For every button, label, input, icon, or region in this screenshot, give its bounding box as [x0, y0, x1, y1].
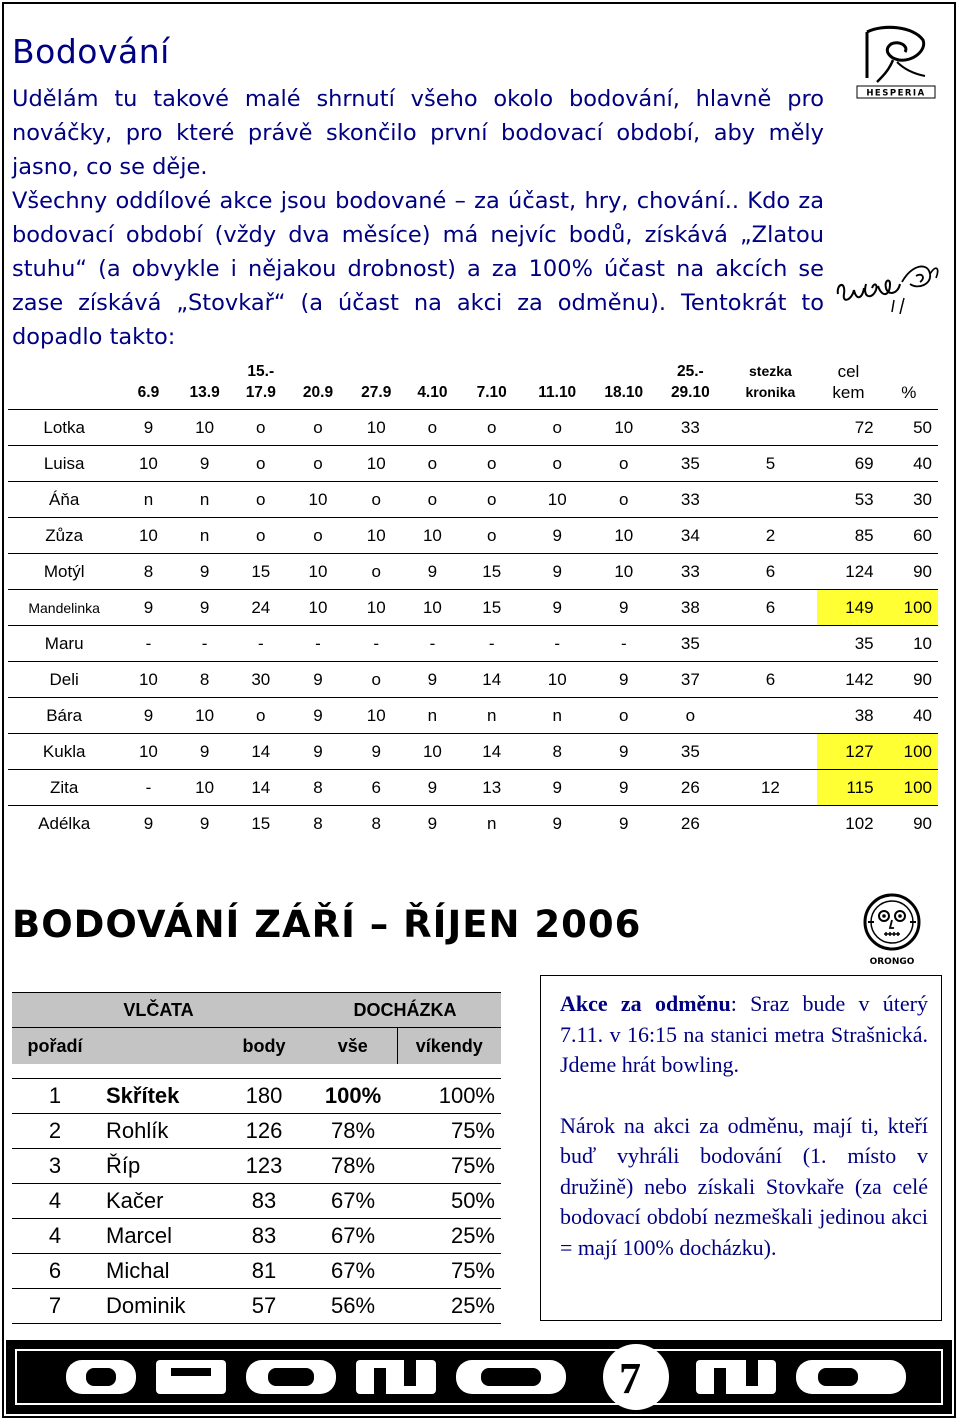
rank-cell-name: Skřítek: [98, 1079, 219, 1114]
rank-cell-rank: 6: [12, 1254, 98, 1289]
points-cell: 9: [177, 590, 233, 626]
points-cell: 9: [143, 813, 154, 833]
points-cell: 9: [120, 698, 176, 734]
rank-cell-name: Rohlík: [98, 1114, 219, 1149]
rank-cell-name: Říp: [98, 1149, 219, 1184]
points-cell: 10: [347, 446, 405, 482]
points-cell: 10: [347, 518, 405, 554]
points-header-date: 4.10: [405, 341, 459, 410]
points-cell: [724, 734, 818, 770]
points-cell: -: [233, 626, 289, 662]
points-percent-cell: 90: [880, 554, 938, 590]
section-title: BODOVÁNÍ ZÁŘÍ – ŘÍJEN 2006: [12, 903, 642, 946]
points-row: [8, 590, 938, 626]
rank-cell-weekend: 75%: [397, 1149, 501, 1184]
points-cell: 9: [591, 770, 658, 806]
points-cell: 33: [657, 554, 724, 590]
points-cell: 10: [405, 518, 459, 554]
rank-table: [12, 992, 501, 1324]
points-row: [8, 662, 938, 698]
points-total-cell: 69: [817, 446, 879, 482]
points-cell: [724, 410, 818, 446]
points-row-name: Luisa: [8, 446, 120, 482]
rank-header-rank: pořadí: [12, 1028, 98, 1065]
points-row-name: Zůza: [8, 518, 120, 554]
points-cell: 9: [591, 662, 658, 698]
points-row: [8, 554, 938, 590]
points-cell: 15: [459, 590, 523, 626]
points-cell: -: [289, 626, 347, 662]
rank-cell-name: Dominik: [98, 1289, 219, 1324]
points-cell: 33: [657, 410, 724, 446]
points-cell: 35: [657, 446, 724, 482]
intro-paragraph-2: Všechny oddílové akce jsou bodované – za účast, hry, chování.. Kdo za bodovací období (vždy dva měsíce) má nejvíc bodů, získává „Zlatou stuhu“ (a obvykle i nějakou drobnost) a za 100% účast na akcích se zase získává „Stovkař“ (a účast na akci za odměnu). Tentokrát to dopadlo takto:: [12, 188, 824, 350]
rank-cell-name: Kačer: [98, 1184, 219, 1219]
rank-cell-rank: 4: [12, 1184, 98, 1219]
points-cell: o: [289, 518, 347, 554]
points-cell: -: [347, 626, 405, 662]
points-row-name: Deli: [8, 662, 120, 698]
points-cell: o: [233, 698, 289, 734]
signature-drawing: [832, 254, 944, 328]
points-cell: 10: [120, 734, 176, 770]
rank-header-weekend: víkendy: [397, 1028, 501, 1065]
page-number: 7: [619, 1353, 641, 1403]
points-cell: -: [459, 626, 523, 662]
points-row-name: Maru: [8, 626, 120, 662]
points-cell: 15: [251, 813, 271, 833]
points-header-total: cel kem: [817, 341, 879, 410]
points-row: [8, 626, 938, 662]
rank-cell-all: 67%: [309, 1184, 397, 1219]
rank-cell-rank: 2: [12, 1114, 98, 1149]
rank-cell-body: 83: [219, 1219, 309, 1254]
points-cell: -: [524, 626, 591, 662]
points-row: [8, 734, 938, 770]
points-cell: o: [289, 410, 347, 446]
points-total-cell: 85: [817, 518, 879, 554]
rank-cell-rank: 3: [12, 1149, 98, 1184]
reward-info-paragraph-2: Nárok na akci za odměnu, mají ti, kteří buď vyhráli bodování (1. místo v družině) nebo získali Stovkaře (za celé bodovací období nezmeškali jedinou akci = mají 100% docházku).: [560, 1112, 928, 1260]
rank-cell-weekend: 25%: [397, 1289, 501, 1324]
points-header-date: 25.- 29.10: [657, 341, 724, 410]
points-cell: 10: [347, 590, 405, 626]
points-total-cell: 127: [817, 734, 879, 770]
rank-group-dochazka: DOCHÁZKA: [309, 993, 501, 1028]
points-cell: n: [459, 698, 523, 734]
points-cell: o: [233, 410, 289, 446]
points-cell: n: [120, 482, 176, 518]
points-cell: 37: [657, 662, 724, 698]
points-row-name: Áňa: [8, 482, 120, 518]
rank-column-header-row: [12, 1028, 501, 1065]
points-table: [8, 341, 938, 841]
points-header-row: [8, 341, 938, 410]
points-cell: 15: [233, 554, 289, 590]
rank-cell-body: 81: [219, 1254, 309, 1289]
page-title: Bodování: [12, 32, 170, 71]
points-cell: 13: [459, 770, 523, 806]
points-row-name: Adélka: [38, 813, 91, 833]
rank-row: [12, 1219, 501, 1254]
rank-cell-weekend: 75%: [397, 1114, 501, 1149]
points-cell: o: [347, 662, 405, 698]
points-cell: o: [233, 518, 289, 554]
points-row: [8, 518, 938, 554]
rank-row: [12, 1184, 501, 1219]
rank-cell-rank: 4: [12, 1219, 98, 1254]
rank-row: [12, 1079, 501, 1114]
points-cell: 10: [347, 698, 405, 734]
points-percent-cell: 100: [880, 770, 938, 806]
points-cell: 6: [724, 554, 818, 590]
points-header-name: [8, 341, 120, 410]
points-cell: [724, 698, 818, 734]
rank-row: [12, 1114, 501, 1149]
orongo-footer-banner: [6, 1340, 952, 1414]
points-cell: n: [405, 698, 459, 734]
points-total-cell: 38: [817, 698, 879, 734]
points-cell: 9: [619, 813, 629, 833]
points-cell: 9: [177, 446, 233, 482]
points-total-cell: 53: [817, 482, 879, 518]
points-cell: o: [591, 482, 658, 518]
rank-cell-all: 78%: [309, 1149, 397, 1184]
points-row: [8, 410, 938, 446]
reward-info-lead: Akce za odměnu: [560, 991, 731, 1016]
points-cell: 9: [524, 770, 591, 806]
points-cell: 8: [289, 770, 347, 806]
points-cell: 10: [405, 590, 459, 626]
points-cell: o: [233, 446, 289, 482]
points-header-date: 27.9: [347, 341, 405, 410]
points-cell: 34: [657, 518, 724, 554]
rank-cell-name: Marcel: [98, 1219, 219, 1254]
points-percent-cell: 40: [880, 446, 938, 482]
points-row: [8, 806, 938, 842]
points-cell: 9: [524, 590, 591, 626]
points-cell: [724, 626, 818, 662]
points-cell: 8: [524, 734, 591, 770]
points-cell: [724, 806, 818, 842]
points-cell: 10: [120, 446, 176, 482]
rank-cell-all: 100%: [309, 1079, 397, 1114]
points-row-name: Motýl: [8, 554, 120, 590]
points-cell: 9: [289, 662, 347, 698]
points-row: [8, 770, 938, 806]
points-header-date: 15.- 17.9: [233, 341, 289, 410]
rank-header-body: body: [219, 1028, 309, 1065]
points-cell: n: [177, 482, 233, 518]
points-cell: o: [459, 410, 523, 446]
points-cell: 10: [405, 734, 459, 770]
points-cell: o: [405, 482, 459, 518]
points-cell: 9: [120, 590, 176, 626]
points-cell: -: [120, 626, 176, 662]
points-percent-cell: 10: [880, 626, 938, 662]
rank-cell-weekend: 75%: [397, 1254, 501, 1289]
hesperia-logo: [853, 22, 938, 102]
points-cell: 9: [591, 734, 658, 770]
points-cell: 10: [289, 482, 347, 518]
points-cell: 14: [459, 662, 523, 698]
rank-row: [12, 1149, 501, 1184]
rank-cell-rank: 1: [12, 1079, 98, 1114]
points-row-name: Kukla: [8, 734, 120, 770]
points-percent-cell: 40: [880, 698, 938, 734]
points-header-date: 20.9: [289, 341, 347, 410]
points-cell: 10: [524, 662, 591, 698]
points-cell: 9: [347, 734, 405, 770]
points-percent-cell: 30: [880, 482, 938, 518]
points-cell: n: [524, 698, 591, 734]
rank-cell-body: 180: [219, 1079, 309, 1114]
hesperia-logo-text: HESPERIA: [866, 88, 926, 99]
points-row-name: Mandelinka: [8, 590, 120, 626]
rank-cell-all: 78%: [309, 1114, 397, 1149]
points-cell: o: [233, 482, 289, 518]
points-total-cell: 124: [817, 554, 879, 590]
points-cell: 9: [289, 698, 347, 734]
points-cell: 9: [591, 590, 658, 626]
points-cell: 8: [120, 554, 176, 590]
points-cell: 10: [524, 482, 591, 518]
points-cell: o: [459, 482, 523, 518]
points-cell: o: [459, 446, 523, 482]
rank-cell-all: 67%: [309, 1219, 397, 1254]
points-cell: 26: [657, 770, 724, 806]
points-cell: -: [405, 626, 459, 662]
points-cell: 10: [591, 554, 658, 590]
points-cell: 12: [724, 770, 818, 806]
points-total-cell: 102: [845, 813, 874, 833]
rank-cell-body: 123: [219, 1149, 309, 1184]
rank-row: [12, 1289, 501, 1324]
points-cell: 9: [405, 554, 459, 590]
points-cell: 9: [427, 813, 438, 833]
points-percent-cell: 100: [880, 734, 938, 770]
points-cell: 24: [233, 590, 289, 626]
points-cell: o: [405, 410, 459, 446]
points-cell: o: [591, 698, 658, 734]
points-cell: o: [524, 446, 591, 482]
points-cell: 6: [724, 590, 818, 626]
points-cell: 9: [552, 813, 562, 833]
orongo-logo-text: ORONGO: [869, 957, 915, 967]
points-cell: 33: [657, 482, 724, 518]
points-cell: 9: [199, 813, 210, 833]
points-row: [8, 482, 938, 518]
points-header-date: 13.9: [177, 341, 233, 410]
points-cell: 9: [524, 554, 591, 590]
points-cell: o: [591, 446, 658, 482]
points-cell: 10: [289, 554, 347, 590]
points-cell: 10: [120, 662, 176, 698]
intro-text: [12, 82, 824, 354]
points-cell: [724, 482, 818, 518]
points-cell: 10: [591, 410, 658, 446]
points-cell: 9: [405, 662, 459, 698]
points-cell: 6: [724, 662, 818, 698]
points-cell: 14: [233, 770, 289, 806]
points-percent-cell: 90: [913, 813, 932, 833]
points-cell: n: [486, 813, 497, 833]
points-cell: 10: [591, 518, 658, 554]
rank-row: [12, 1254, 501, 1289]
rank-cell-weekend: 100%: [397, 1079, 501, 1114]
points-row-name: Zita: [8, 770, 120, 806]
rank-header-all: vše: [309, 1028, 397, 1065]
points-cell: n: [177, 518, 233, 554]
points-cell: o: [459, 518, 523, 554]
rank-cell-all: 67%: [309, 1254, 397, 1289]
points-cell: -: [591, 626, 658, 662]
points-percent-cell: 50: [880, 410, 938, 446]
points-cell: 9: [177, 554, 233, 590]
points-cell: o: [289, 446, 347, 482]
points-total-cell: 72: [817, 410, 879, 446]
points-cell: 26: [680, 813, 700, 833]
points-header-date: 18.10: [591, 341, 658, 410]
rank-cell-body: 83: [219, 1184, 309, 1219]
points-cell: 9: [289, 734, 347, 770]
points-cell: o: [347, 554, 405, 590]
points-cell: 8: [371, 813, 381, 833]
rank-cell-all: 56%: [309, 1289, 397, 1324]
rank-cell-weekend: 50%: [397, 1184, 501, 1219]
points-cell: 8: [177, 662, 233, 698]
points-cell: o: [524, 410, 591, 446]
points-cell: 9: [177, 734, 233, 770]
points-cell: 35: [657, 626, 724, 662]
points-cell: -: [120, 770, 176, 806]
points-cell: 2: [724, 518, 818, 554]
intro-paragraph-1: Udělám tu takové malé shrnutí všeho okolo bodování, hlavně pro nováčky, pro které právě skončilo první bodovací období, aby měly jasno, co se děje.: [12, 86, 824, 180]
points-cell: 35: [657, 734, 724, 770]
rank-cell-weekend: 25%: [397, 1219, 501, 1254]
points-row-name: Lotka: [8, 410, 120, 446]
points-row: [8, 698, 938, 734]
points-percent-cell: 90: [880, 662, 938, 698]
points-cell: 6: [347, 770, 405, 806]
points-percent-cell: 100: [880, 590, 938, 626]
points-total-cell: 142: [817, 662, 879, 698]
points-header-date: 7.10: [459, 341, 523, 410]
points-cell: 10: [120, 518, 176, 554]
points-cell: 10: [177, 410, 233, 446]
points-cell: 8: [313, 813, 323, 833]
points-header-date: 6.9: [120, 341, 176, 410]
points-cell: 10: [177, 698, 233, 734]
points-cell: 10: [289, 590, 347, 626]
rank-cell-body: 126: [219, 1114, 309, 1149]
points-cell: o: [657, 698, 724, 734]
points-cell: 9: [524, 518, 591, 554]
points-cell: 9: [405, 770, 459, 806]
reward-info-box: [540, 975, 942, 1321]
points-cell: 10: [347, 410, 405, 446]
points-row-name: Bára: [8, 698, 120, 734]
points-header-stezka: stezka kronika: [724, 341, 818, 410]
rank-cell-name: Michal: [98, 1254, 219, 1289]
points-total-cell: 149: [817, 590, 879, 626]
points-header-percent: %: [880, 341, 938, 410]
points-cell: 5: [724, 446, 818, 482]
points-cell: 10: [177, 770, 233, 806]
points-cell: o: [347, 482, 405, 518]
orongo-logo: [860, 892, 924, 970]
points-row: [8, 446, 938, 482]
points-percent-cell: 60: [880, 518, 938, 554]
points-total-cell: 115: [817, 770, 879, 806]
points-cell: -: [177, 626, 233, 662]
points-cell: 9: [120, 410, 176, 446]
reward-info-paragraph-1: Akce za odměnu: Sraz bude v úterý 7.11. v 16:15 na stanici metra Strašnická. Jdeme hrát bowling.: [560, 991, 929, 1077]
points-cell: o: [405, 446, 459, 482]
points-total-cell: 35: [817, 626, 879, 662]
points-cell: 38: [657, 590, 724, 626]
points-cell: 14: [459, 734, 523, 770]
points-header-date: 11.10: [524, 341, 591, 410]
rank-cell-body: 57: [219, 1289, 309, 1324]
points-cell: 30: [233, 662, 289, 698]
points-cell: 15: [459, 554, 523, 590]
points-cell: 14: [233, 734, 289, 770]
rank-group-header-row: [12, 993, 501, 1028]
rank-group-vlcata: VLČATA: [98, 993, 219, 1028]
rank-cell-rank: 7: [12, 1289, 98, 1324]
